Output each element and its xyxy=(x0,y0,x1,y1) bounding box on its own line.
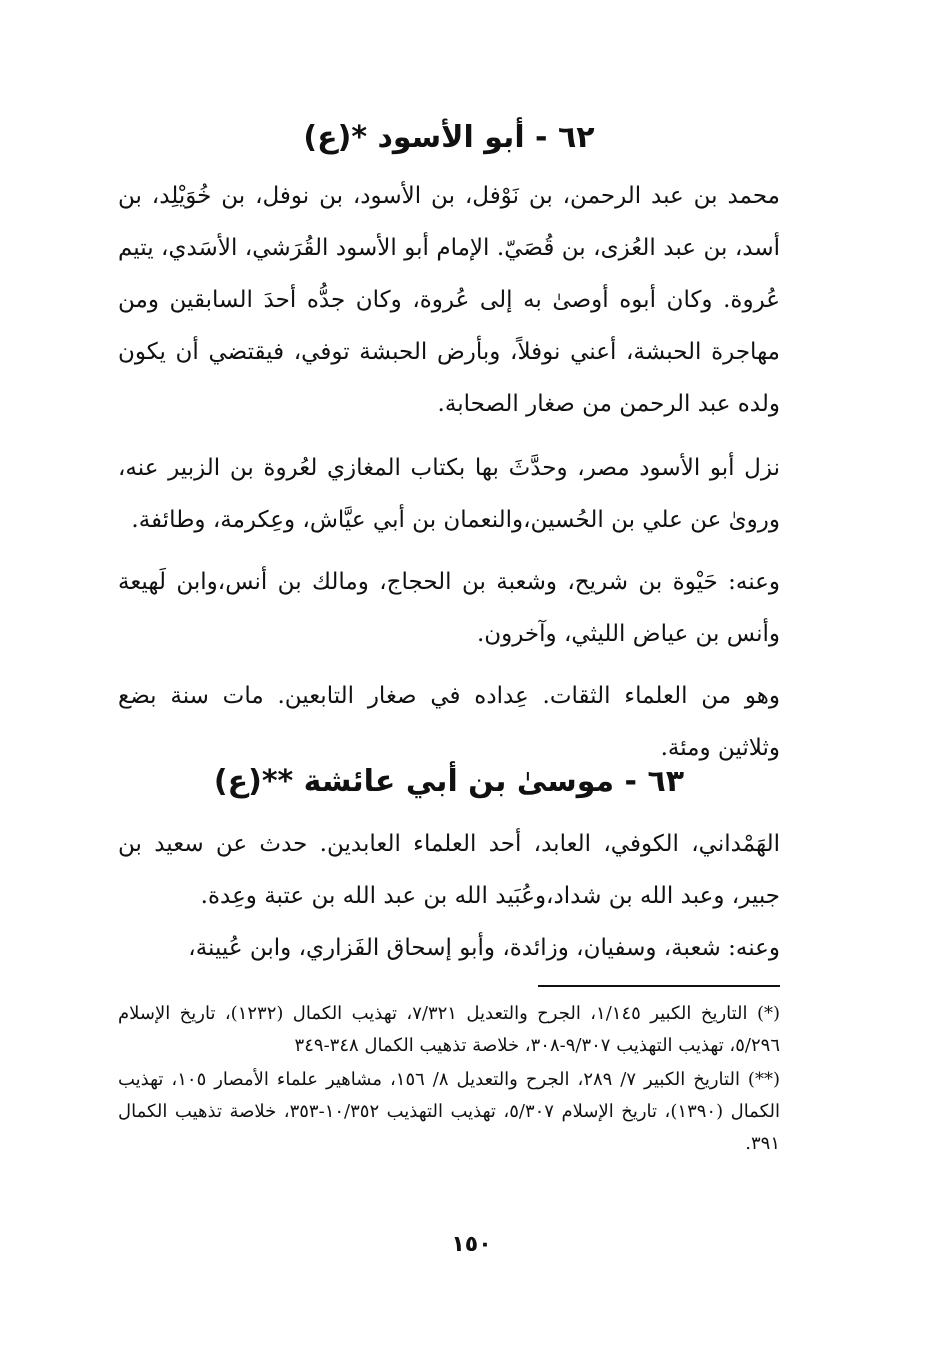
entry-62-body xyxy=(118,170,780,774)
footnote-1: (*) التاريخ الكبير ١/١٤٥، الجرح والتعديل ٧/٣٢١، تهذيب الكمال (١٢٣٢)، تاريخ الإسلام ٥/٢٩٦، تهذيب التهذيب ٩/٣٠٧-٣٠٨، خلاصة تذهيب الكمال ٣٤٨-٣٤٩ xyxy=(118,1003,780,1056)
entry-63-paragraph-1: الهَمْداني، الكوفي، العابد، أحد العلماء العابدين. حدث عن سعيد بن جبير، وعبد الله بن شداد،وعُبَيد الله بن عبد الله بن عتبة وعِدة. xyxy=(118,831,780,909)
page-number: ١٥٠ xyxy=(451,1232,492,1257)
footnote-2: (**) التاريخ الكبير ٧/ ٢٨٩، الجرح والتعديل ٨/ ١٥٦، مشاهير علماء الأمصار ١٠٥، تهذيب الكمال (١٣٩٠)، تاريخ الإسلام ٥/٣٠٧، تهذيب التهذيب ١٠/٣٥٢-٣٥٣، خلاصة تذهيب الكمال ٣٩١. xyxy=(118,1069,781,1154)
entry-62-paragraph-4: وهو من العلماء الثقات. عِداده في صغار التابعين. مات سنة بضع وثلاثين ومئة. xyxy=(118,683,780,761)
entry-63-paragraph-2: وعنه: شعبة، وسفيان، وزائدة، وأبو إسحاق الفَزاري، وابن عُيينة، xyxy=(188,935,780,961)
entry-62-paragraph-2: نزل أبو الأسود مصر، وحدَّثَ بها بكتاب المغازي لعُروة بن الزبير عنه، وروىٰ عن علي بن الحُسين،والنعمان بن أبي عيَّاش، وعِكرمة، وطائفة. xyxy=(118,455,780,533)
footnotes xyxy=(118,998,780,1162)
entry-62-heading: ٦٢ - أبو الأسود *(ع) xyxy=(303,120,595,155)
entry-62-paragraph-3: وعنه: حَيْوة بن شريح، وشعبة بن الحجاج، ومالك بن أنس،وابن لَهيعة وأنس بن عياض الليثي، وآخرون. xyxy=(118,569,780,647)
entry-62-paragraph-1: محمد بن عبد الرحمن، بن نَوْفل، بن الأسود، بن نوفل، بن خُوَيْلِد، بن أسد، بن عبد العُزى، بن قُصَيّ. الإمام أبو الأسود القُرَشي، الأسَدي، يتيم عُروة. وكان أبوه أوصىٰ به إلى عُروة، وكان جدُّه أحدَ السابقين ومن مهاجرة الحبشة، أعني نوفلاً، وبأرض الحبشة توفي، فيقتضي أن يكون ولده عبد الرحمن من صغار الصحابة. xyxy=(118,183,780,417)
entry-63-body xyxy=(118,818,780,974)
entry-63-heading: ٦٣ - موسىٰ بن أبي عائشة **(ع) xyxy=(213,764,685,799)
footnote-separator xyxy=(538,985,780,987)
